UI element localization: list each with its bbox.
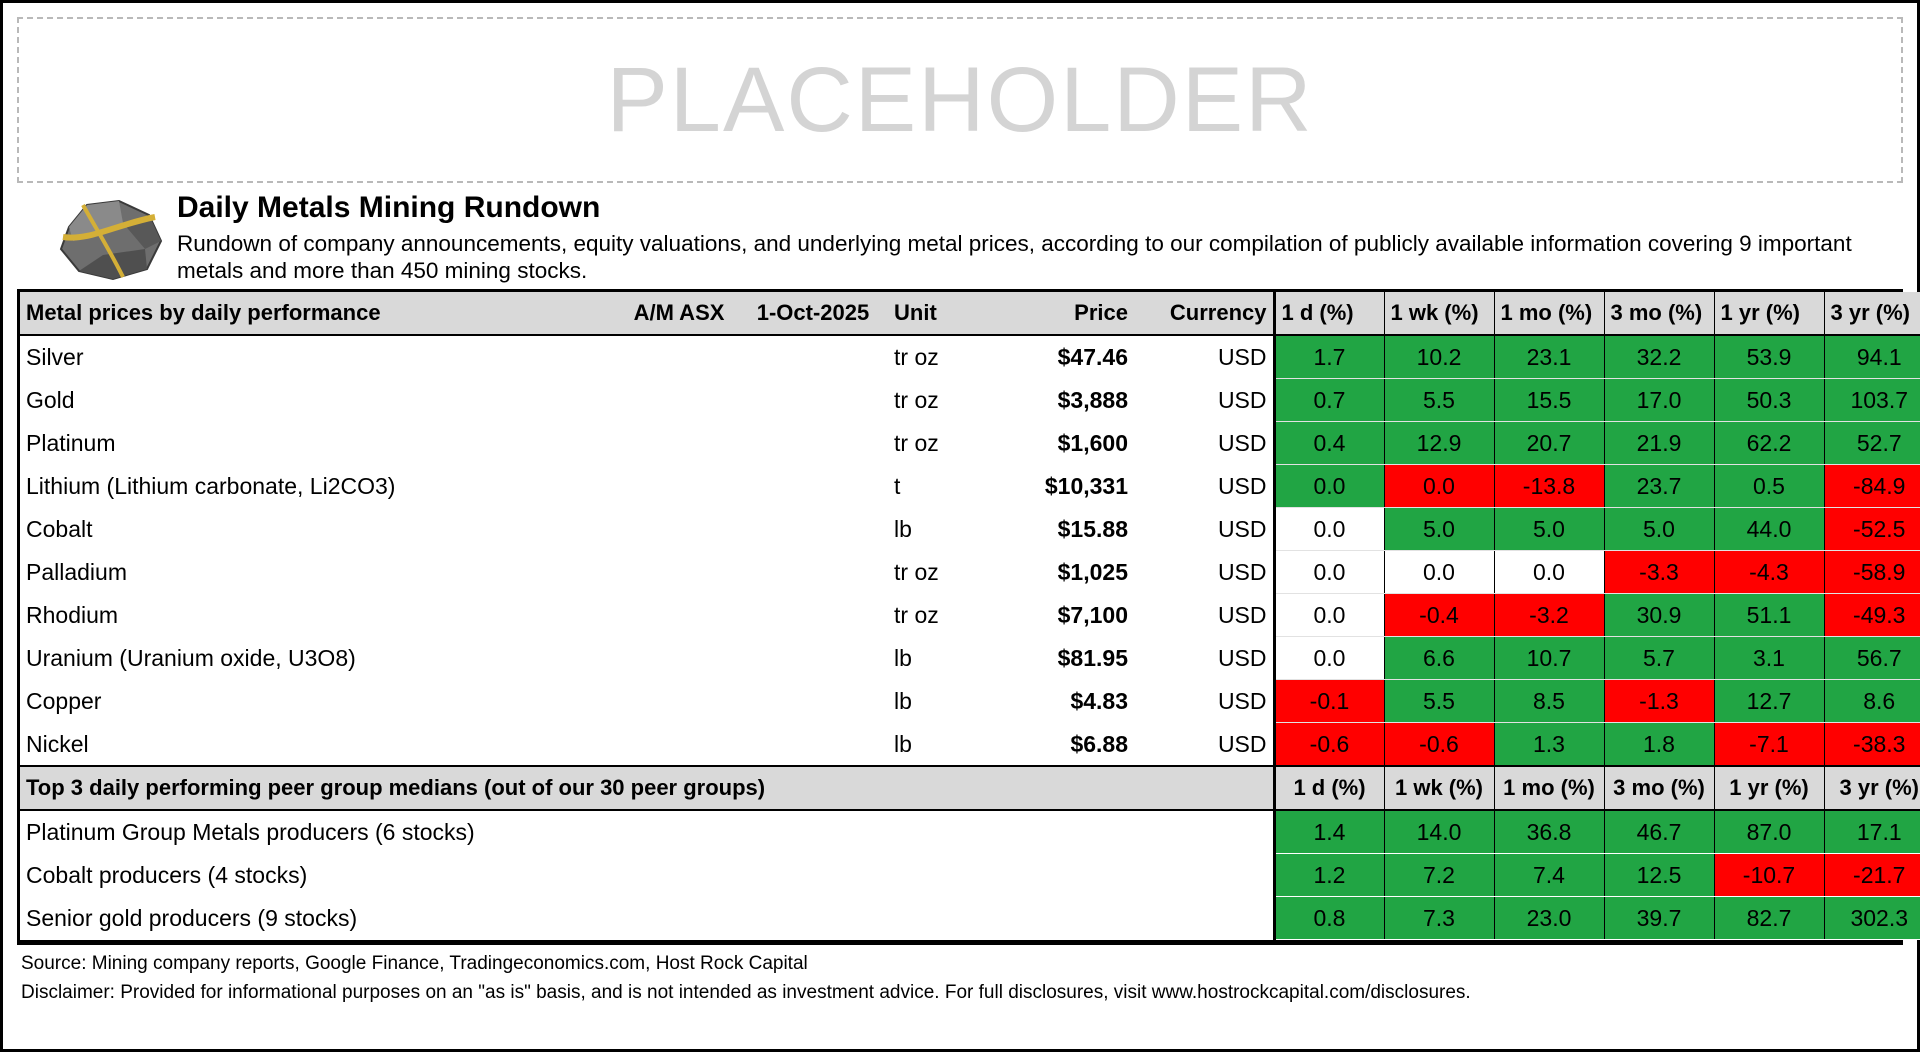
metal-unit: tr oz: [894, 558, 939, 585]
metals-table: [20, 292, 1920, 940]
perf-1mo: 5.0: [1494, 507, 1604, 550]
perf-3mo: 30.9: [1604, 593, 1714, 636]
metal-unit: lb: [894, 515, 912, 542]
metal-price: $7,100: [1057, 601, 1128, 628]
table-row: [20, 421, 1920, 464]
perf-3mo: 39.7: [1604, 896, 1714, 939]
metal-date: [738, 679, 888, 722]
peer-header-perf-1wk: 1 wk (%): [1384, 766, 1494, 810]
metal-name: Silver: [26, 344, 84, 371]
perf-1yr: 53.9: [1714, 335, 1824, 379]
perf-1wk: 5.5: [1384, 679, 1494, 722]
header-date: 1-Oct-2025: [738, 292, 888, 335]
metal-name: Rhodium: [26, 601, 119, 628]
perf-1yr: 62.2: [1714, 421, 1824, 464]
metal-price: $1,025: [1057, 558, 1128, 585]
metals-table-head: [20, 292, 1920, 335]
perf-3yr: -58.9: [1824, 550, 1920, 593]
peer-header-perf-1mo: 1 mo (%): [1494, 766, 1604, 810]
report-header: [3, 183, 1917, 285]
metal-currency: USD: [1217, 344, 1267, 371]
header-perf-1yr: 1 yr (%): [1714, 292, 1824, 335]
perf-3mo: 21.9: [1604, 421, 1714, 464]
perf-1mo: 7.4: [1494, 853, 1604, 896]
header-am-asx: A/M ASX: [620, 292, 738, 335]
perf-3yr: 56.7: [1824, 636, 1920, 679]
metal-currency: USD: [1217, 601, 1267, 628]
perf-1mo: -3.2: [1494, 593, 1604, 636]
perf-1yr: 51.1: [1714, 593, 1824, 636]
metal-name: Palladium: [26, 558, 127, 585]
perf-1yr: -7.1: [1714, 722, 1824, 766]
metal-date: [738, 335, 888, 379]
metal-unit: tr oz: [894, 601, 939, 628]
perf-1d: -0.1: [1274, 679, 1384, 722]
header-currency: Currency: [1134, 292, 1274, 335]
metal-currency: USD: [1217, 730, 1267, 757]
perf-3yr: 103.7: [1824, 378, 1920, 421]
metal-currency: USD: [1217, 644, 1267, 671]
perf-3mo: 5.7: [1604, 636, 1714, 679]
header-perf-1wk: 1 wk (%): [1384, 292, 1494, 335]
table-row: [20, 464, 1920, 507]
perf-1d: 0.0: [1274, 636, 1384, 679]
metal-price: $6.88: [1070, 730, 1128, 757]
metal-name: Copper: [26, 687, 102, 714]
perf-1d: 0.0: [1274, 507, 1384, 550]
table-row: [20, 896, 1920, 939]
metal-date: [738, 378, 888, 421]
metal-currency: USD: [1217, 687, 1267, 714]
perf-3yr: 94.1: [1824, 335, 1920, 379]
perf-1yr: -4.3: [1714, 550, 1824, 593]
metal-currency: USD: [1217, 558, 1267, 585]
perf-1yr: 0.5: [1714, 464, 1824, 507]
metal-currency: USD: [1217, 472, 1267, 499]
perf-3yr: -52.5: [1824, 507, 1920, 550]
metal-unit: lb: [894, 687, 912, 714]
perf-3mo: 32.2: [1604, 335, 1714, 379]
perf-1wk: 12.9: [1384, 421, 1494, 464]
perf-3mo: 17.0: [1604, 378, 1714, 421]
header-metal-name: Metal prices by daily performance: [20, 292, 620, 335]
perf-1wk: -0.4: [1384, 593, 1494, 636]
metal-unit: lb: [894, 730, 912, 757]
page-subtitle: Rundown of company announcements, equity valuations, and underlying metal prices, according to our compilation of publicly available information covering 9 important metals and more than 450 mining stocks.: [177, 231, 1852, 284]
placeholder-label: PLACEHOLDER: [606, 48, 1314, 151]
perf-1mo: 20.7: [1494, 421, 1604, 464]
perf-3mo: 5.0: [1604, 507, 1714, 550]
perf-1d: 0.0: [1274, 464, 1384, 507]
perf-3yr: 8.6: [1824, 679, 1920, 722]
perf-1d: 1.7: [1274, 335, 1384, 379]
table-row: [20, 722, 1920, 766]
metal-currency: USD: [1217, 429, 1267, 456]
perf-1d: 0.0: [1274, 593, 1384, 636]
perf-1wk: 14.0: [1384, 810, 1494, 854]
metal-am-asx: [620, 464, 738, 507]
perf-1wk: 0.0: [1384, 464, 1494, 507]
perf-1d: 0.8: [1274, 896, 1384, 939]
metal-am-asx: [620, 593, 738, 636]
metal-date: [738, 722, 888, 766]
perf-3mo: -3.3: [1604, 550, 1714, 593]
perf-1wk: 0.0: [1384, 550, 1494, 593]
metal-name: Platinum: [26, 429, 116, 456]
metals-table-container: [17, 289, 1919, 943]
peer-header-perf-3mo: 3 mo (%): [1604, 766, 1714, 810]
perf-1yr: 12.7: [1714, 679, 1824, 722]
metal-date: [738, 550, 888, 593]
metal-am-asx: [620, 421, 738, 464]
perf-1wk: 5.5: [1384, 378, 1494, 421]
perf-1d: 1.2: [1274, 853, 1384, 896]
metal-am-asx: [620, 722, 738, 766]
peer-header-perf-1d: 1 d (%): [1274, 766, 1384, 810]
header-price: Price: [984, 292, 1134, 335]
metal-price: $15.88: [1057, 515, 1128, 542]
table-row: [20, 335, 1920, 379]
table-row: [20, 853, 1920, 896]
metal-unit: lb: [894, 644, 912, 671]
metal-currency: USD: [1217, 386, 1267, 413]
metal-date: [738, 464, 888, 507]
perf-1mo: 36.8: [1494, 810, 1604, 854]
perf-1d: -0.6: [1274, 722, 1384, 766]
metal-date: [738, 421, 888, 464]
perf-1mo: 15.5: [1494, 378, 1604, 421]
perf-3yr: 17.1: [1824, 810, 1920, 854]
perf-3yr: -38.3: [1824, 722, 1920, 766]
perf-1wk: 5.0: [1384, 507, 1494, 550]
metal-am-asx: [620, 335, 738, 379]
table-row: [20, 550, 1920, 593]
table-row: [20, 378, 1920, 421]
perf-1d: 0.0: [1274, 550, 1384, 593]
perf-1mo: 0.0: [1494, 550, 1604, 593]
perf-1yr: 44.0: [1714, 507, 1824, 550]
report-footer: [17, 943, 1903, 1008]
metal-unit: tr oz: [894, 429, 939, 456]
perf-3mo: 1.8: [1604, 722, 1714, 766]
perf-1yr: 82.7: [1714, 896, 1824, 939]
metal-am-asx: [620, 550, 738, 593]
peer-group-header-label: Top 3 daily performing peer group medians (out of our 30 peer groups): [20, 766, 1274, 810]
perf-3mo: 12.5: [1604, 853, 1714, 896]
perf-1wk: 7.3: [1384, 896, 1494, 939]
metal-name: Gold: [26, 386, 75, 413]
peer-header-perf-1yr: 1 yr (%): [1714, 766, 1824, 810]
header-perf-3mo: 3 mo (%): [1604, 292, 1714, 335]
perf-1mo: 23.0: [1494, 896, 1604, 939]
source-note: Source: Mining company reports, Google Finance, Tradingeconomics.com, Host Rock Capital: [21, 952, 808, 974]
perf-3yr: -21.7: [1824, 853, 1920, 896]
header-perf-3yr: 3 yr (%): [1824, 292, 1920, 335]
metal-name: Nickel: [26, 730, 89, 757]
perf-1wk: 6.6: [1384, 636, 1494, 679]
metal-currency: USD: [1217, 515, 1267, 542]
metals-table-body: [20, 335, 1920, 940]
perf-1wk: 10.2: [1384, 335, 1494, 379]
header-unit: Unit: [888, 292, 984, 335]
metal-price: $47.46: [1057, 344, 1128, 371]
rock-logo: [17, 191, 167, 283]
perf-1yr: 50.3: [1714, 378, 1824, 421]
peer-group-name: Platinum Group Metals producers (6 stocks): [26, 819, 475, 846]
metal-date: [738, 593, 888, 636]
peer-header-perf-3yr: 3 yr (%): [1824, 766, 1920, 810]
rock-icon: [53, 197, 165, 283]
perf-3mo: 23.7: [1604, 464, 1714, 507]
metal-price: $10,331: [1044, 472, 1128, 499]
perf-3yr: -84.9: [1824, 464, 1920, 507]
table-row: [20, 679, 1920, 722]
table-row: [20, 810, 1920, 854]
page-title: Daily Metals Mining Rundown: [177, 191, 601, 224]
metal-price: $4.83: [1070, 687, 1128, 714]
header-perf-1d: 1 d (%): [1274, 292, 1384, 335]
metal-date: [738, 636, 888, 679]
header-text-block: [167, 191, 1903, 285]
perf-1mo: 8.5: [1494, 679, 1604, 722]
perf-1wk: 7.2: [1384, 853, 1494, 896]
metal-date: [738, 507, 888, 550]
metal-unit: tr oz: [894, 386, 939, 413]
perf-1yr: -10.7: [1714, 853, 1824, 896]
perf-1d: 0.7: [1274, 378, 1384, 421]
peer-group-name: Senior gold producers (9 stocks): [26, 904, 358, 931]
metal-unit: tr oz: [894, 344, 939, 371]
perf-1mo: -13.8: [1494, 464, 1604, 507]
perf-1d: 1.4: [1274, 810, 1384, 854]
metal-name: Uranium (Uranium oxide, U3O8): [26, 644, 356, 671]
metal-name: Lithium (Lithium carbonate, Li2CO3): [26, 472, 396, 499]
peer-group-header-row: [20, 766, 1920, 810]
perf-1yr: 3.1: [1714, 636, 1824, 679]
metal-unit: t: [894, 472, 901, 499]
perf-1mo: 23.1: [1494, 335, 1604, 379]
metal-price: $3,888: [1057, 386, 1128, 413]
disclaimer-note: Disclaimer: Provided for informational purposes on an "as is" basis, and is not intended as investment advice. For full disclosures, visit www.hostrockcapital.com/disclosures.: [21, 982, 1471, 1004]
metal-price: $1,600: [1057, 429, 1128, 456]
metal-am-asx: [620, 507, 738, 550]
table-header-row: [20, 292, 1920, 335]
table-row: [20, 507, 1920, 550]
perf-1d: 0.4: [1274, 421, 1384, 464]
placeholder-banner: [17, 17, 1903, 183]
perf-1mo: 1.3: [1494, 722, 1604, 766]
perf-1wk: -0.6: [1384, 722, 1494, 766]
metal-am-asx: [620, 378, 738, 421]
peer-group-name: Cobalt producers (4 stocks): [26, 861, 308, 888]
perf-1mo: 10.7: [1494, 636, 1604, 679]
perf-1yr: 87.0: [1714, 810, 1824, 854]
perf-3yr: 302.3: [1824, 896, 1920, 939]
header-perf-1mo: 1 mo (%): [1494, 292, 1604, 335]
metal-am-asx: [620, 679, 738, 722]
perf-3yr: -49.3: [1824, 593, 1920, 636]
metal-name: Cobalt: [26, 515, 93, 542]
perf-3mo: -1.3: [1604, 679, 1714, 722]
table-row: [20, 636, 1920, 679]
perf-3mo: 46.7: [1604, 810, 1714, 854]
metal-am-asx: [620, 636, 738, 679]
metal-price: $81.95: [1057, 644, 1128, 671]
table-row: [20, 593, 1920, 636]
perf-3yr: 52.7: [1824, 421, 1920, 464]
